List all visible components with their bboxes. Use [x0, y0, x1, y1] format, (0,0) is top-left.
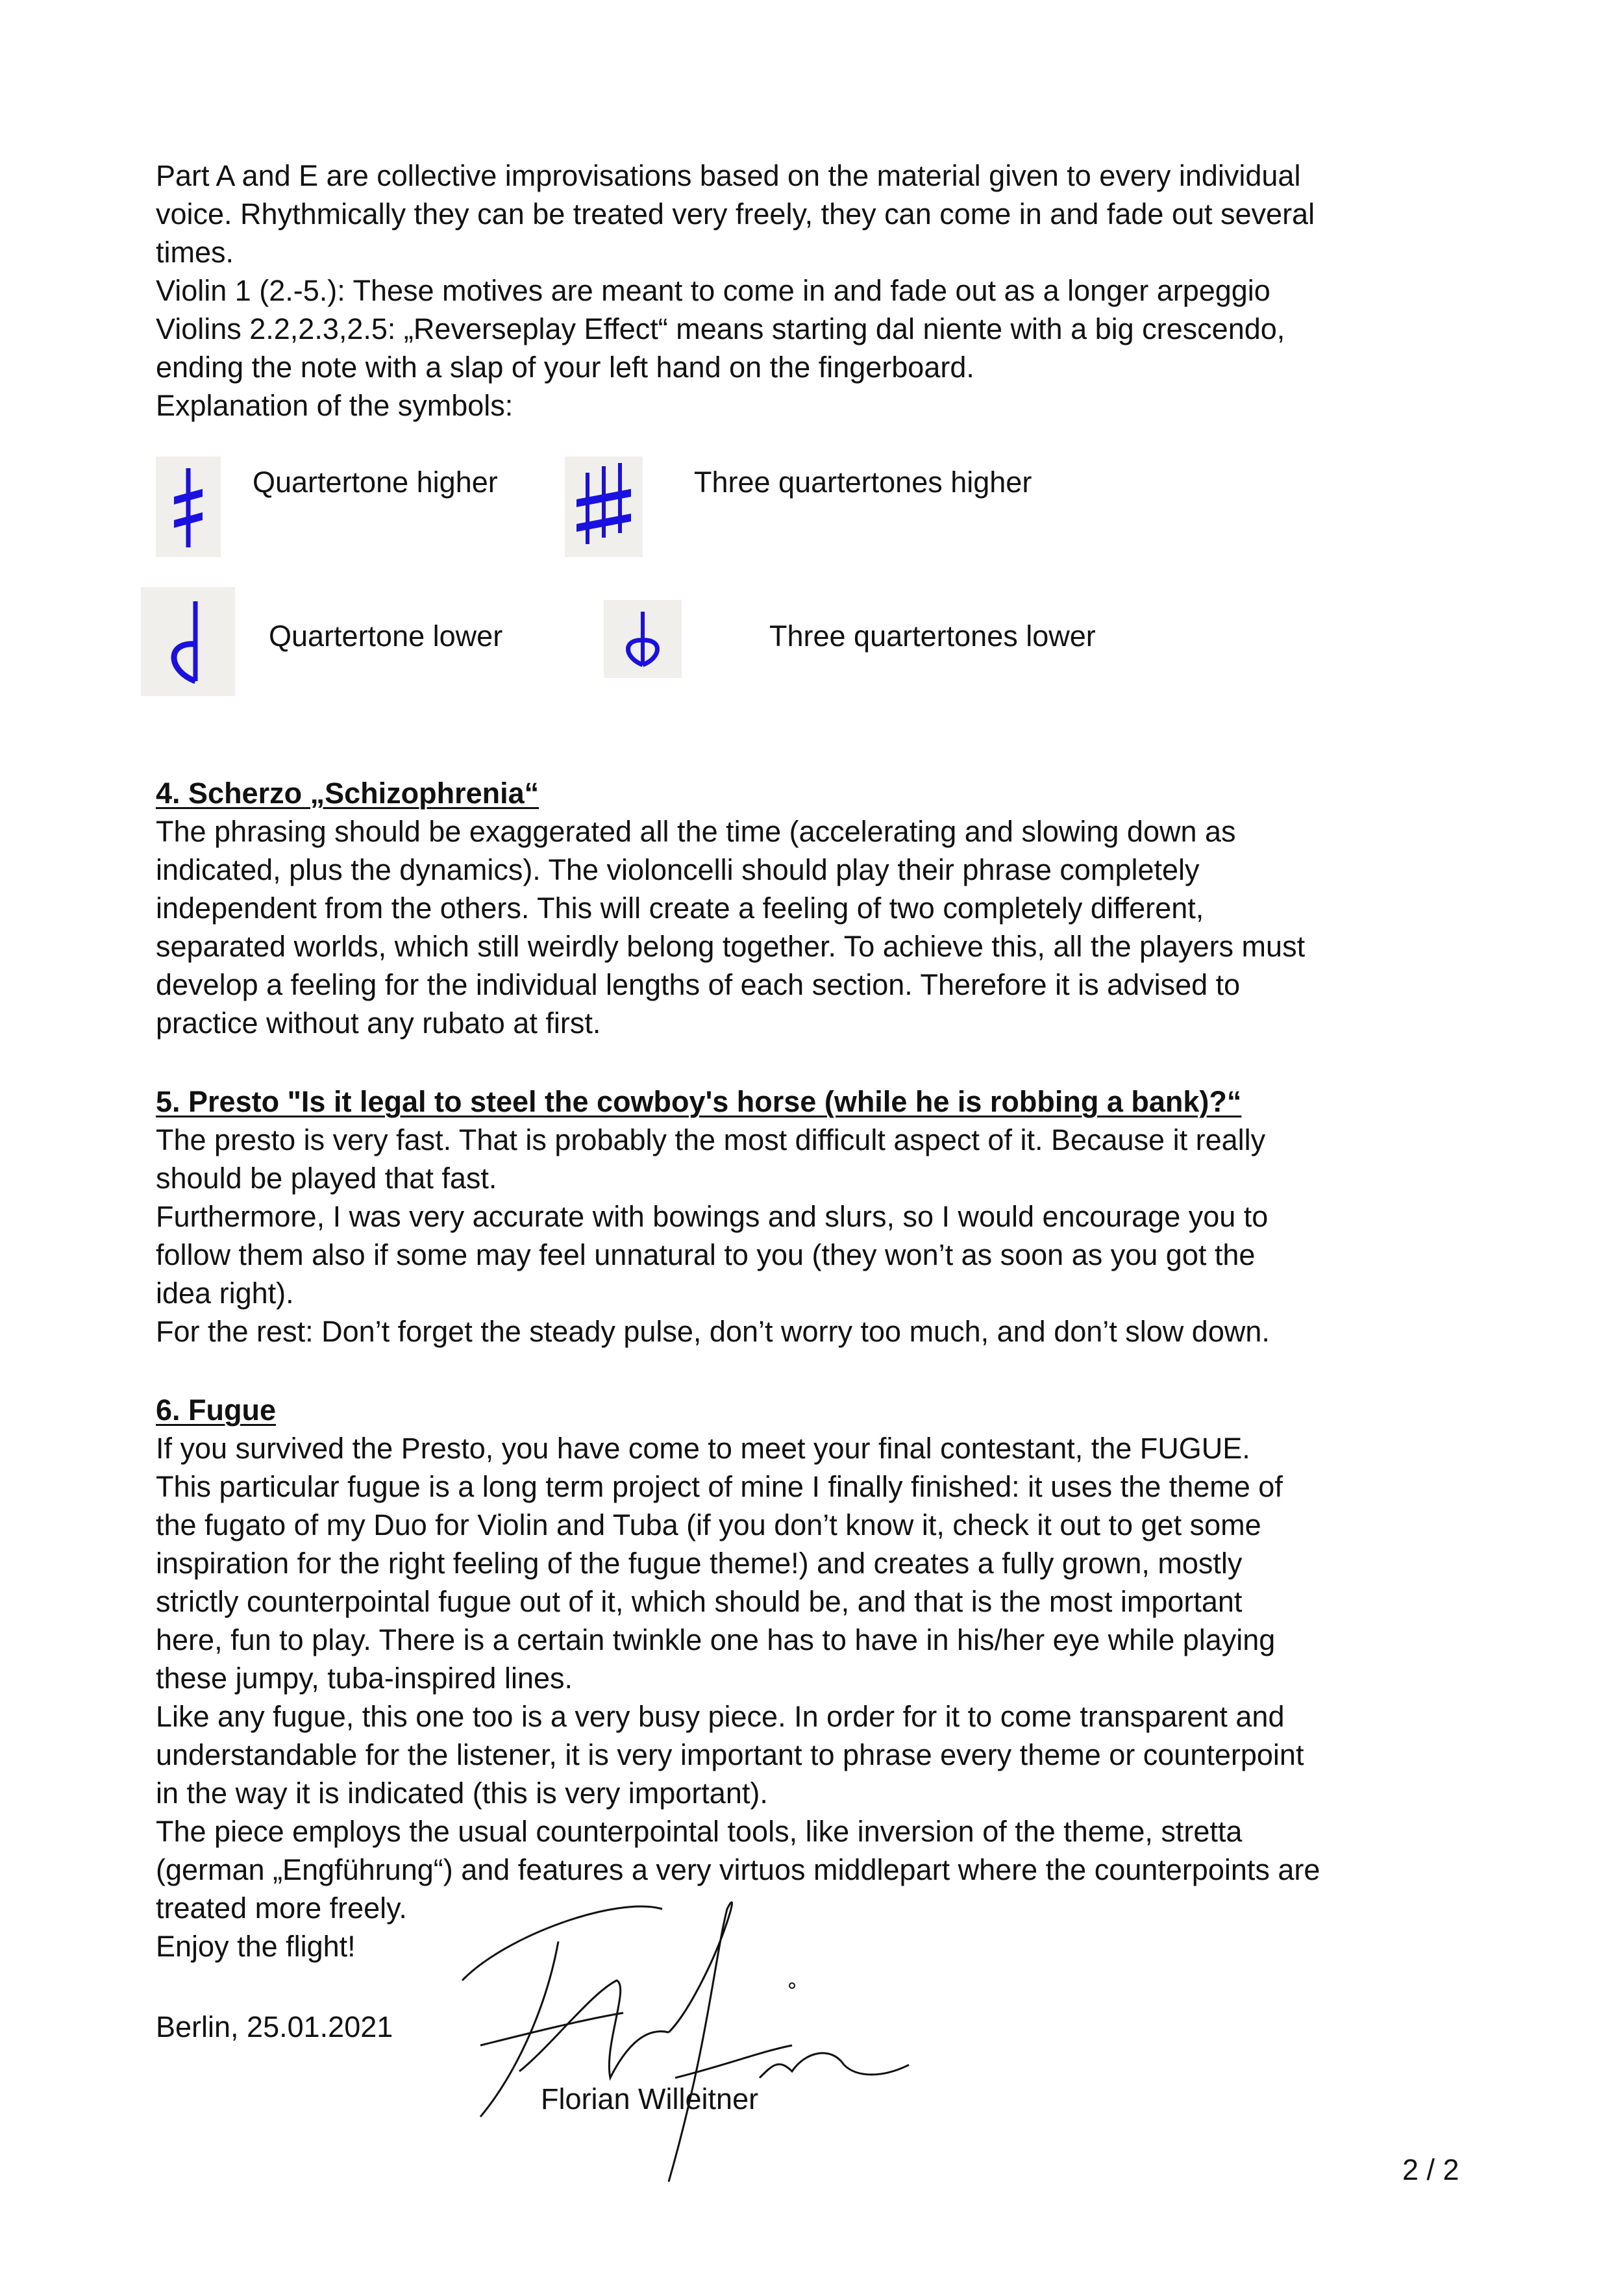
fugue-section	[156, 1391, 1506, 1965]
paragraph-line: inspiration for the right feeling of the fugue theme!) and creates a fully grown, mostly	[156, 1547, 1243, 1580]
paragraph-line: Furthermore, I was very accurate with bowings and slurs, so I would encourage you to	[156, 1200, 1269, 1233]
paragraph-line: This particular fugue is a long term project of mine I finally finished: it uses the theme of	[156, 1470, 1283, 1503]
intro-line: voice. Rhythmically they can be treated very freely, they can come in and fade out several	[156, 197, 1315, 231]
intro-line: Violin 1 (2.-5.): These motives are meant to come in and fade out as a longer arpeggio	[156, 274, 1270, 307]
presto-section	[156, 1082, 1506, 1351]
paragraph-line: (german „Engführung“) and features a very virtuos middlepart where the counterpoints are	[156, 1853, 1320, 1886]
intro-line: times.	[156, 236, 234, 269]
closing-date	[156, 2008, 1506, 2046]
paragraph-line: these jumpy, tuba-inspired lines.	[156, 1662, 573, 1695]
symbol-label: Quartertone higher	[253, 466, 498, 499]
page-number: 2 / 2	[1402, 2153, 1459, 2186]
intro-line: Explanation of the symbols:	[156, 389, 514, 422]
paragraph-line: Like any fugue, this one too is a very busy piece. In order for it to come transparent and	[156, 1700, 1285, 1733]
place-date: Berlin, 25.01.2021	[156, 2010, 393, 2043]
intro-line: ending the note with a slap of your left hand on the fingerboard.	[156, 351, 974, 384]
paragraph-line: The piece employs the usual counterpointal tools, like inversion of the theme, stretta	[156, 1815, 1243, 1848]
paragraph-line: idea right).	[156, 1277, 294, 1310]
symbol-label: Quartertone lower	[269, 619, 503, 653]
paragraph-line: strictly counterpointal fugue out of it, which should be, and that is the most important	[156, 1585, 1243, 1618]
three-quartertone-sharp-icon	[565, 456, 643, 557]
paragraph-line: the fugato of my Duo for Violin and Tuba (if you don’t know it, check it out to get some	[156, 1508, 1261, 1541]
paragraph-line: Enjoy the flight!	[156, 1930, 356, 1963]
section-heading: 5. Presto "Is it legal to steel the cowboy's horse (while he is robbing a bank)?“	[156, 1085, 1242, 1118]
intro-section	[156, 156, 1506, 425]
paragraph-line: follow them also if some may feel unnatural to you (they won’t as soon as you got the	[156, 1238, 1256, 1271]
paragraph-line: separated worlds, which still weirdly belong together. To achieve this, all the players must	[156, 930, 1306, 963]
quartertone-sharp-icon	[156, 456, 221, 557]
section-heading: 4. Scherzo „Schizophrenia“	[156, 777, 539, 810]
three-quartertone-flat-icon	[604, 600, 682, 678]
symbol-label: Three quartertones higher	[694, 466, 1032, 499]
paragraph-line: indicated, plus the dynamics). The violoncelli should play their phrase completely	[156, 853, 1200, 886]
paragraph-line: If you survived the Presto, you have come to meet your final contestant, the FUGUE.	[156, 1432, 1250, 1465]
paragraph-line: The presto is very fast. That is probably the most difficult aspect of it. Because it really	[156, 1123, 1266, 1156]
paragraph-line: practice without any rubato at first.	[156, 1006, 601, 1040]
paragraph-line: For the rest: Don’t forget the steady pulse, don’t worry too much, and don’t slow down.	[156, 1315, 1270, 1348]
paragraph-line: here, fun to play. There is a certain twinkle one has to have in his/her eye while playing	[156, 1623, 1276, 1656]
paragraph-line: should be played that fast.	[156, 1162, 497, 1195]
paragraph-line: independent from the others. This will create a feeling of two completely different,	[156, 892, 1204, 925]
scherzo-section	[156, 774, 1506, 1042]
intro-line: Violins 2.2,2.3,2.5: „Reverseplay Effect“ means starting dal niente with a big crescendo,	[156, 312, 1285, 345]
paragraph-line: understandable for the listener, it is very important to phrase every theme or counterpoint	[156, 1738, 1304, 1771]
paragraph-line: The phrasing should be exaggerated all the time (accelerating and slowing down as	[156, 815, 1236, 848]
quartertone-flat-icon	[141, 587, 235, 696]
intro-line: Part A and E are collective improvisations based on the material given to every individual	[156, 159, 1301, 192]
section-heading: 6. Fugue	[156, 1393, 277, 1427]
paragraph-line: develop a feeling for the individual lengths of each section. Therefore it is advised to	[156, 968, 1241, 1001]
paragraph-line: treated more freely.	[156, 1891, 407, 1925]
paragraph-line: in the way it is indicated (this is very important).	[156, 1777, 768, 1810]
symbol-label: Three quartertones lower	[769, 619, 1096, 653]
signer-name: Florian Willeitner	[541, 2082, 759, 2115]
